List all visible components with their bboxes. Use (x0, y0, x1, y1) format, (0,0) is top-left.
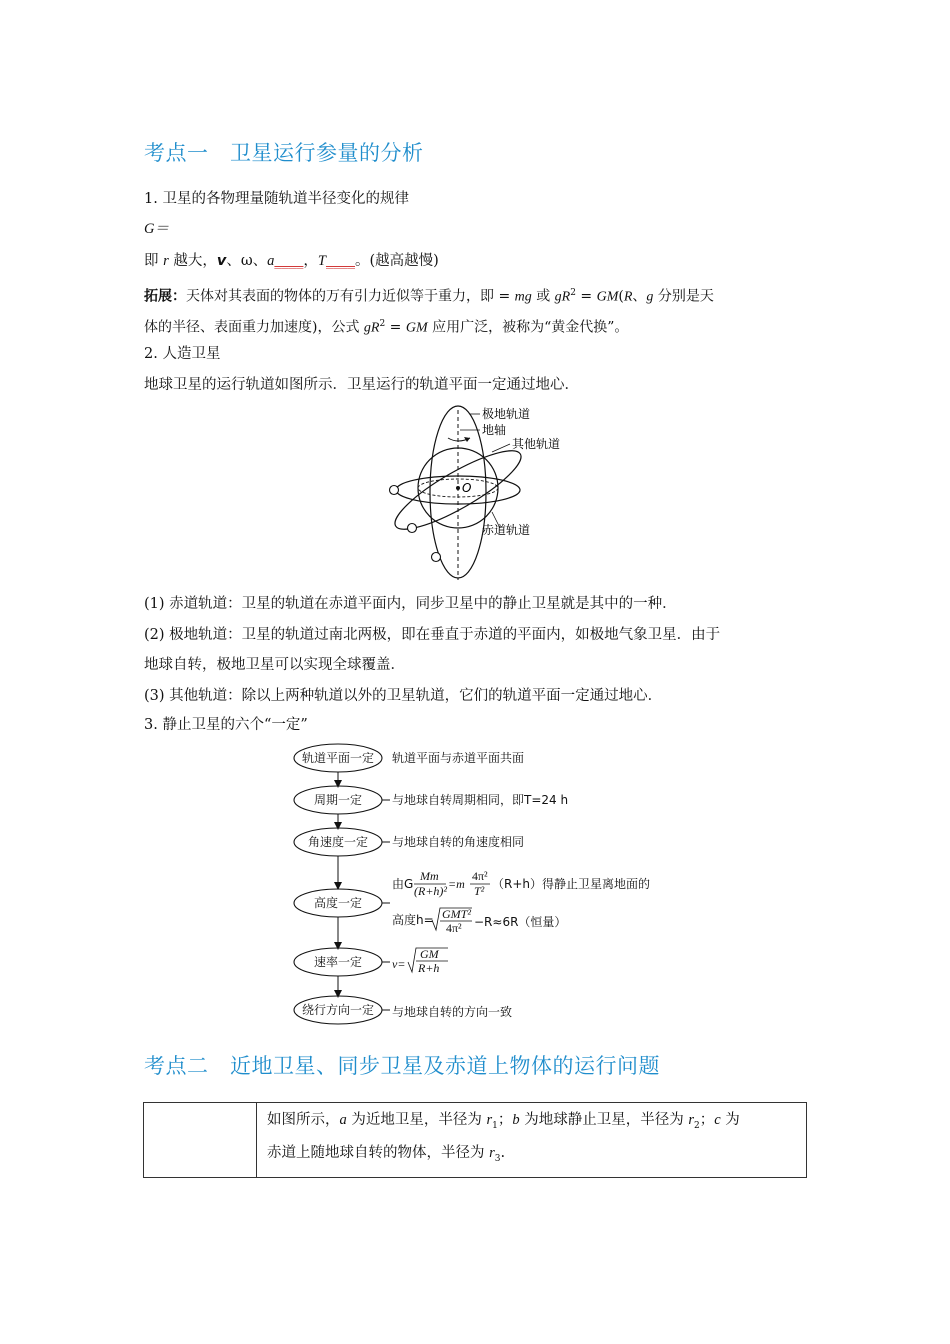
flow-node-4-label: 高度一定 (313, 896, 363, 910)
comparison-table (143, 1102, 807, 1178)
symbol-gR: gR (554, 289, 571, 305)
orbit-diagram (380, 400, 580, 584)
flow-node-5-label: 速率一定 (313, 955, 363, 969)
earth-center-dot (456, 486, 460, 490)
axis-label: 地轴 (482, 423, 507, 437)
table-text: 为近地卫星，半径为 (346, 1112, 487, 1128)
item3-heading: 3. 静止卫星的六个“一定” (144, 717, 308, 733)
item2-description: 地球卫星的运行轨道如图所示．卫星运行的轨道平面一定通过地心． (144, 377, 579, 393)
polar-orbit-label: 极地轨道 (482, 407, 531, 421)
satellite-other (408, 524, 417, 533)
symbol-gR: gR (363, 320, 380, 336)
rule-text: 越大， (168, 253, 217, 269)
subscript: 2 (693, 1120, 700, 1131)
superscript: 2 (570, 288, 576, 298)
orbit-desc-2: (2) 极地轨道：卫星的轨道过南北两极，即在垂直于赤道的平面内，如极地气象卫星．由于 (144, 627, 721, 643)
height-frac-top: Mm (420, 869, 439, 883)
symbol-T: T (317, 253, 326, 269)
height-formula-end: （R+h）得静止卫星离地面的 (492, 877, 650, 891)
speed-formula-prefix: v= (392, 957, 406, 971)
extension-text: 天体对其表面的物体的万有引力近似等于重力，即 = (186, 288, 515, 305)
table-cell-empty (144, 1103, 257, 1178)
table-text: ； (497, 1112, 513, 1128)
flow-node-1-label: 轨道平面一定 (301, 751, 375, 765)
symbol-b: b (512, 1112, 520, 1128)
subscript: 1 (492, 1120, 498, 1131)
height-frac2-bottom: T² (474, 884, 485, 898)
height-formula-mid: =m (448, 877, 465, 891)
orbit-desc-1: (1) 赤道轨道：卫星的轨道在赤道平面内，同步卫星中的静止卫星就是其中的一种． (144, 596, 677, 612)
table-text: 为 (720, 1112, 740, 1128)
symbol-g: g (646, 289, 654, 305)
speed-root-bottom: R+h (418, 961, 440, 975)
extension-text: 分别是天 (653, 288, 714, 305)
height-result-end: −R≈6R（恒量） (474, 915, 567, 929)
symbol-a: a (267, 253, 275, 269)
flow-desc-3: 与地球自转的角速度相同 (392, 835, 525, 849)
height-formula-prefix: 由G (392, 877, 414, 891)
height-result-prefix: 高度h= (392, 913, 434, 927)
symbol-mg: mg (514, 289, 532, 305)
extension-label: 拓展： (144, 288, 186, 305)
table-text: 如图所示， (267, 1112, 340, 1128)
extension-text: ( (618, 288, 624, 305)
satellite-polar (432, 553, 441, 562)
symbol-c: c (714, 1112, 721, 1128)
center-label: O (462, 481, 472, 495)
symbol-GM: GM (405, 320, 428, 336)
table-text: . (500, 1144, 506, 1161)
extension-text: 或 (531, 288, 555, 305)
rule-line (144, 250, 439, 272)
height-root-top: GMT² (442, 907, 471, 921)
rule-text: 。(越高越慢) (354, 253, 439, 269)
rule-text: 、ω、 (226, 253, 268, 269)
extension-text: 体的半径、表面重力加速度)，公式 (144, 319, 364, 336)
symbol-r: r (688, 1112, 694, 1128)
extension-text: 、 (632, 288, 647, 305)
orbit-desc-2-cont: 地球自转，极地卫星可以实现全球覆盖． (144, 657, 405, 673)
table-cell-description (257, 1103, 807, 1178)
height-frac-bottom: (R+h)² (414, 884, 448, 898)
symbol-r: r (486, 1112, 493, 1128)
flow-desc-2: 与地球自转周期相同，即T=24 h (392, 793, 569, 807)
answer-blank-1: ____ (274, 253, 304, 269)
superscript: 2 (379, 319, 386, 329)
rotation-arrowhead (464, 437, 470, 442)
speed-root-top: GM (420, 947, 439, 961)
symbol-r: r (163, 253, 169, 269)
subscript: 3 (494, 1153, 501, 1164)
flow-desc-1: 轨道平面与赤道平面共面 (392, 751, 525, 765)
symbol-GM: GM (596, 289, 619, 305)
section2-title: 考点二 近地卫星、同步卫星及赤道上物体的运行问题 (144, 1054, 660, 1078)
g-equals-line: G＝ (144, 221, 169, 237)
extension-text: = (575, 288, 597, 305)
answer-blank-2: ____ (325, 253, 355, 269)
height-root-bottom: 4π² (446, 921, 462, 935)
height-frac2-top: 4π² (472, 869, 488, 883)
symbol-v: v (216, 253, 227, 269)
table-row (144, 1103, 807, 1178)
item2-heading: 2. 人造卫星 (144, 346, 221, 362)
section1-title: 考点一 卫星运行参量的分析 (144, 141, 424, 165)
equatorial-orbit-label: 赤道轨道 (482, 523, 531, 537)
flow-node-2-label: 周期一定 (313, 793, 363, 807)
extension-text: 应用广泛，被称为“黄金代换”。 (427, 319, 629, 336)
other-orbit-label: 其他轨道 (512, 437, 561, 451)
extension-line-1 (144, 282, 714, 309)
table-text: ； (699, 1112, 715, 1128)
satellite-equatorial (390, 486, 399, 495)
rule-text: ， (303, 253, 318, 269)
rule-text: 即 (144, 253, 164, 269)
flow-node-3-label: 角速度一定 (307, 835, 369, 849)
table-text: 赤道上随地球自转的物体，半径为 (267, 1144, 490, 1161)
symbol-a: a (339, 1112, 347, 1128)
flow-desc-6: 与地球自转的方向一致 (392, 1005, 513, 1019)
symbol-R: R (623, 289, 633, 305)
table-text: 为地球静止卫星，半径为 (519, 1112, 689, 1128)
extension-line-2 (144, 313, 628, 340)
six-fixed-flowchart (288, 740, 688, 1030)
symbol-r: r (489, 1144, 495, 1161)
item1-heading: 1. 卫星的各物理量随轨道半径变化的规律 (144, 191, 409, 207)
extension-text: = (385, 319, 406, 336)
orbit-desc-3: (3) 其他轨道：除以上两种轨道以外的卫星轨道，它们的轨道平面一定通过地心． (144, 688, 663, 704)
flow-node-6-label: 绕行方向一定 (301, 1003, 375, 1017)
